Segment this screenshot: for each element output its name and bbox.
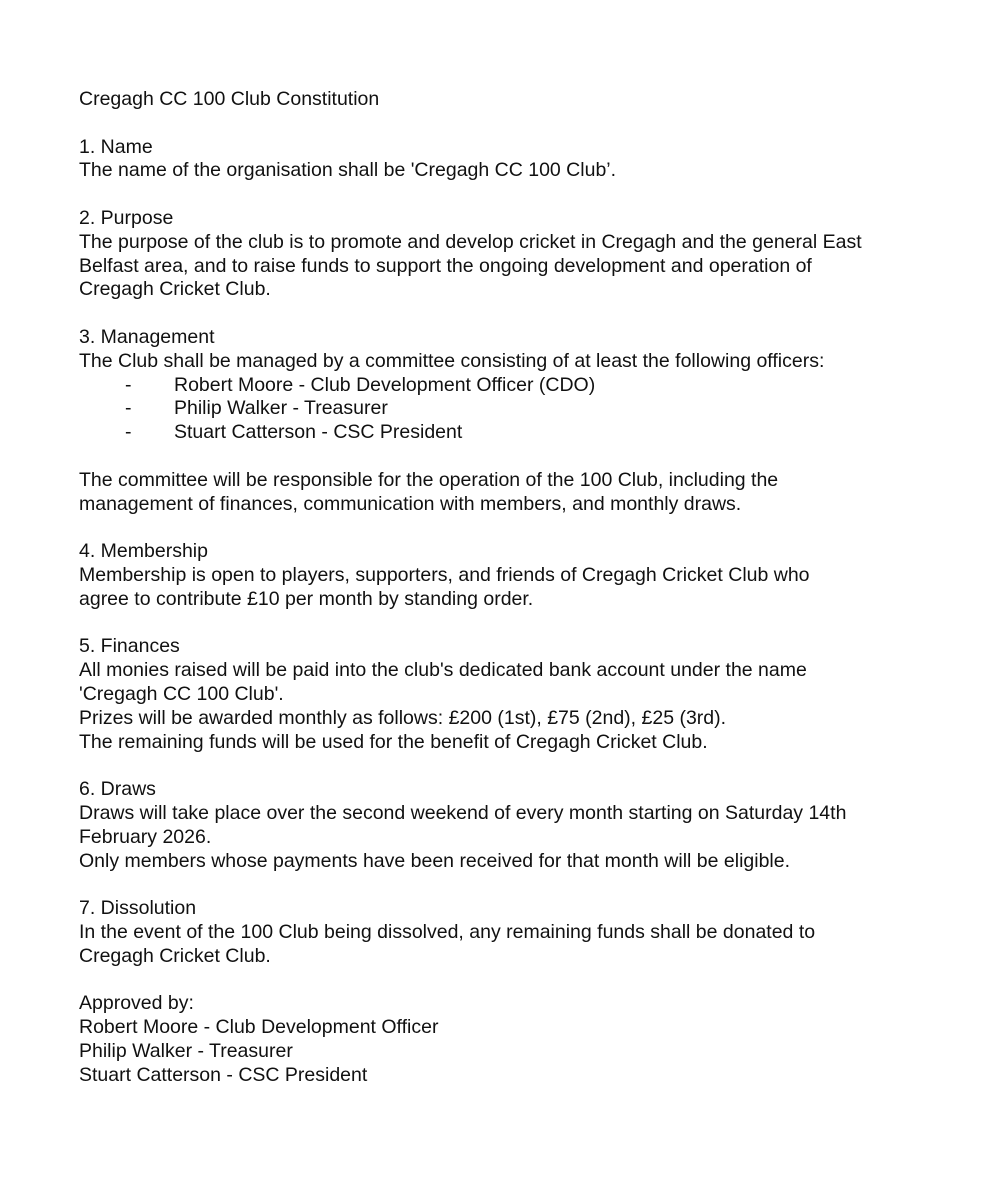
- officer-list-item: [79, 374, 959, 398]
- section-heading: 2. Purpose: [79, 206, 174, 229]
- section-text-line: Prizes will be awarded monthly as follows: £200 (1st), £75 (2nd), £25 (3rd).: [79, 706, 727, 729]
- approver-line: Philip Walker - Treasurer: [79, 1039, 293, 1062]
- section-text-line: Cregagh Cricket Club.: [79, 278, 271, 301]
- document-title: Cregagh CC 100 Club Constitution: [79, 88, 380, 110]
- section-text-line: The remaining funds will be used for the benefit of Cregagh Cricket Club.: [79, 730, 708, 753]
- section-name: [79, 136, 959, 184]
- section-text-line: The Club shall be managed by a committee consisting of at least the following officers:: [79, 349, 825, 372]
- section-text-line: The committee will be responsible for the operation of the 100 Club, including the: [79, 468, 779, 491]
- section-text-line: February 2026.: [79, 825, 212, 848]
- officer-name: Robert Moore - Club Development Officer (CDO): [174, 373, 596, 396]
- approver-line: Robert Moore - Club Development Officer: [79, 1016, 439, 1039]
- section-text-line: In the event of the 100 Club being dissolved, any remaining funds shall be donated to: [79, 920, 816, 943]
- section-text-line: Belfast area, and to raise funds to support the ongoing development and operation of: [79, 254, 812, 277]
- section-heading: 3. Management: [79, 325, 215, 348]
- officer-list-item: [79, 397, 959, 421]
- section-text-line: Draws will take place over the second weekend of every month starting on Saturday 14th: [79, 801, 847, 824]
- section-heading: 1. Name: [79, 135, 153, 158]
- section-finances: [79, 635, 959, 754]
- section-purpose: [79, 207, 959, 302]
- section-dissolution: [79, 897, 959, 968]
- officer-name: Philip Walker - Treasurer: [174, 397, 388, 420]
- officer-list: [79, 374, 959, 445]
- section-management: [79, 326, 959, 516]
- section-heading: 6. Draws: [79, 778, 156, 801]
- officer-list-item: [79, 421, 959, 445]
- section-text-line: Membership is open to players, supporters, and friends of Cregagh Cricket Club who: [79, 563, 810, 586]
- section-heading: 5. Finances: [79, 635, 180, 658]
- document-page: [79, 88, 959, 1087]
- section-heading: 4. Membership: [79, 540, 208, 563]
- bullet-dash-icon: -: [125, 421, 132, 444]
- approver-line: Stuart Catterson - CSC President: [79, 1063, 368, 1086]
- section-membership: [79, 540, 959, 611]
- section-text-line: Only members whose payments have been received for that month will be eligible.: [79, 849, 791, 872]
- section-text-line: The purpose of the club is to promote and develop cricket in Cregagh and the general East: [79, 230, 862, 253]
- bullet-dash-icon: -: [125, 397, 132, 420]
- section-text-line: 'Cregagh CC 100 Club'.: [79, 682, 284, 705]
- section-heading: 7. Dissolution: [79, 897, 197, 920]
- section-text-line: management of finances, communication with members, and monthly draws.: [79, 492, 742, 515]
- section-text-line: All monies raised will be paid into the club's dedicated bank account under the name: [79, 659, 807, 682]
- approval-block: [79, 992, 959, 1087]
- section-text-line: The name of the organisation shall be 'Cregagh CC 100 Club’.: [79, 159, 617, 182]
- officer-name: Stuart Catterson - CSC President: [174, 421, 463, 444]
- bullet-dash-icon: -: [125, 373, 132, 396]
- section-text-line: agree to contribute £10 per month by standing order.: [79, 587, 534, 610]
- section-text-line: Cregagh Cricket Club.: [79, 944, 271, 967]
- approval-heading: Approved by:: [79, 992, 194, 1015]
- committee-responsibility: [79, 469, 959, 517]
- section-draws: [79, 778, 959, 873]
